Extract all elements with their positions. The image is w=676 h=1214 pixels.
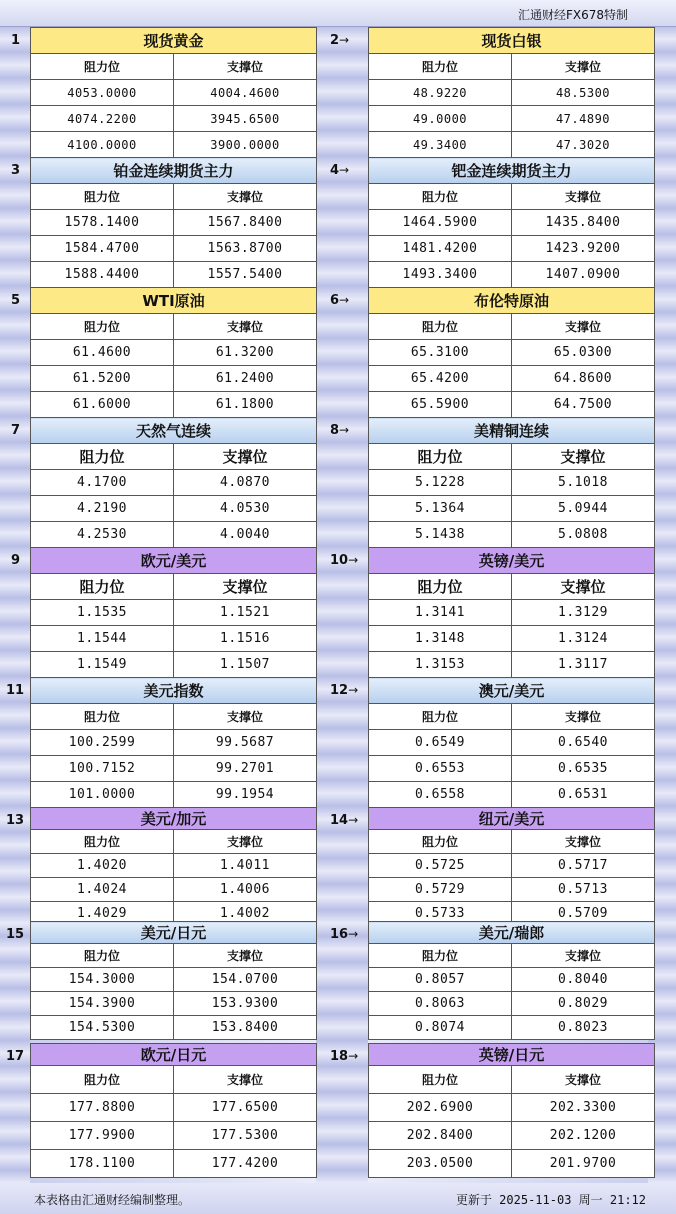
support-value: 3945.6500	[174, 106, 317, 132]
support-header: 支撑位	[174, 944, 317, 968]
table-row	[369, 80, 655, 106]
support-value: 99.1954	[174, 782, 317, 808]
table-row	[369, 968, 655, 992]
support-value: 1.3117	[512, 652, 655, 678]
levels-table	[30, 287, 317, 418]
table-row	[31, 340, 317, 366]
block-number	[330, 927, 358, 942]
instrument-title: 布伦特原油	[369, 288, 655, 314]
resistance-value: 203.0500	[369, 1150, 512, 1178]
support-value: 0.8040	[512, 968, 655, 992]
table-row	[31, 522, 317, 548]
resistance-header: 阻力位	[31, 1066, 174, 1094]
support-header: 支撑位	[512, 574, 655, 600]
support-value: 1.1521	[174, 600, 317, 626]
block-number-text: 12	[330, 683, 349, 698]
resistance-value: 0.5733	[369, 902, 512, 926]
levels-table	[30, 921, 317, 1040]
instrument-title: 铂金连续期货主力	[31, 158, 317, 184]
resistance-value: 0.8074	[369, 1016, 512, 1040]
table-row	[369, 210, 655, 236]
support-value: 201.9700	[512, 1150, 655, 1178]
block-number-text: 9	[11, 553, 21, 568]
footer-note: 本表格由汇通财经编制整理。	[34, 1193, 191, 1207]
block-number	[330, 813, 358, 828]
block-number	[11, 423, 20, 438]
levels-table	[30, 157, 317, 288]
resistance-header: 阻力位	[31, 830, 174, 854]
support-value: 0.6531	[512, 782, 655, 808]
support-value: 1.1507	[174, 652, 317, 678]
support-value: 61.1800	[174, 392, 317, 418]
support-value: 177.5300	[174, 1122, 317, 1150]
table-row	[369, 392, 655, 418]
resistance-value: 1.1535	[31, 600, 174, 626]
resistance-value: 100.2599	[31, 730, 174, 756]
block-number	[330, 423, 349, 438]
block-number-text: 5	[11, 293, 21, 308]
table-row	[31, 1094, 317, 1122]
support-header: 支撑位	[512, 1066, 655, 1094]
block-number	[6, 1049, 24, 1064]
support-value: 1435.8400	[512, 210, 655, 236]
resistance-header: 阻力位	[369, 184, 512, 210]
support-value: 48.5300	[512, 80, 655, 106]
levels-table	[30, 677, 317, 808]
table-row	[31, 782, 317, 808]
support-value: 5.0808	[512, 522, 655, 548]
support-header: 支撑位	[512, 314, 655, 340]
instrument-title: 现货白银	[369, 28, 655, 54]
resistance-value: 1464.5900	[369, 210, 512, 236]
levels-table	[30, 547, 317, 678]
resistance-value: 61.6000	[31, 392, 174, 418]
support-value: 65.0300	[512, 340, 655, 366]
table-row	[31, 236, 317, 262]
arrow-right-icon: →	[339, 423, 350, 437]
instrument-title: 美元指数	[31, 678, 317, 704]
resistance-value: 61.4600	[31, 340, 174, 366]
levels-table	[368, 287, 655, 418]
levels-table	[30, 807, 317, 926]
table-row	[369, 522, 655, 548]
table-row	[369, 1094, 655, 1122]
resistance-value: 1.4029	[31, 902, 174, 926]
arrow-right-icon: →	[348, 813, 359, 827]
resistance-value: 5.1364	[369, 496, 512, 522]
support-value: 47.4890	[512, 106, 655, 132]
resistance-header: 阻力位	[31, 314, 174, 340]
block-number-text: 2	[330, 33, 340, 48]
instrument-title: 纽元/美元	[369, 808, 655, 830]
block-number-text: 16	[330, 927, 349, 942]
resistance-value: 1481.4200	[369, 236, 512, 262]
levels-table	[368, 677, 655, 808]
resistance-value: 1578.1400	[31, 210, 174, 236]
support-header: 支撑位	[174, 314, 317, 340]
resistance-value: 1.3148	[369, 626, 512, 652]
support-header: 支撑位	[512, 444, 655, 470]
resistance-value: 1.4024	[31, 878, 174, 902]
support-value: 0.6535	[512, 756, 655, 782]
block-number-text: 14	[330, 813, 349, 828]
arrow-right-icon: →	[348, 683, 359, 697]
resistance-value: 202.8400	[369, 1122, 512, 1150]
support-value: 1.4011	[174, 854, 317, 878]
table-row	[31, 132, 317, 158]
support-value: 4004.4600	[174, 80, 317, 106]
resistance-value: 177.9900	[31, 1122, 174, 1150]
resistance-value: 49.3400	[369, 132, 512, 158]
resistance-header: 阻力位	[369, 54, 512, 80]
block-number	[330, 683, 358, 698]
resistance-header: 阻力位	[31, 704, 174, 730]
table-row	[369, 626, 655, 652]
update-time: 更新于 2025-11-03 周一 21:12	[455, 1193, 646, 1207]
table-row	[369, 132, 655, 158]
support-value: 4.0040	[174, 522, 317, 548]
block-number	[6, 813, 24, 828]
levels-table	[368, 417, 655, 548]
support-value: 1.4002	[174, 902, 317, 926]
resistance-value: 4.1700	[31, 470, 174, 496]
levels-table	[368, 807, 655, 926]
table-row	[369, 470, 655, 496]
table-row	[369, 106, 655, 132]
resistance-value: 154.3900	[31, 992, 174, 1016]
instrument-title: 美精铜连续	[369, 418, 655, 444]
instrument-title: WTI原油	[31, 288, 317, 314]
resistance-value: 1.1549	[31, 652, 174, 678]
table-row	[31, 730, 317, 756]
support-value: 1.4006	[174, 878, 317, 902]
levels-table	[368, 547, 655, 678]
support-value: 0.5709	[512, 902, 655, 926]
instrument-title: 钯金连续期货主力	[369, 158, 655, 184]
support-header: 支撑位	[174, 184, 317, 210]
instrument-title: 欧元/美元	[31, 548, 317, 574]
table-row	[369, 366, 655, 392]
table-row	[31, 878, 317, 902]
support-value: 1407.0900	[512, 262, 655, 288]
resistance-value: 5.1228	[369, 470, 512, 496]
resistance-value: 49.0000	[369, 106, 512, 132]
table-row	[369, 340, 655, 366]
support-value: 0.5713	[512, 878, 655, 902]
instrument-title: 美元/瑞郎	[369, 922, 655, 944]
block-number	[11, 553, 20, 568]
table-row	[31, 1122, 317, 1150]
levels-table	[368, 921, 655, 1040]
block-number	[6, 927, 24, 942]
table-row	[31, 470, 317, 496]
table-row	[31, 106, 317, 132]
resistance-value: 1493.3400	[369, 262, 512, 288]
footer-bar	[0, 1183, 676, 1214]
table-row	[369, 878, 655, 902]
block-number-text: 18	[330, 1049, 349, 1064]
resistance-value: 65.4200	[369, 366, 512, 392]
resistance-value: 4074.2200	[31, 106, 174, 132]
resistance-value: 154.5300	[31, 1016, 174, 1040]
arrow-right-icon: →	[348, 927, 359, 941]
resistance-value: 65.3100	[369, 340, 512, 366]
resistance-value: 48.9220	[369, 80, 512, 106]
arrow-right-icon: →	[348, 1049, 359, 1063]
table-row	[369, 496, 655, 522]
support-value: 99.5687	[174, 730, 317, 756]
support-value: 1557.5400	[174, 262, 317, 288]
resistance-value: 177.8800	[31, 1094, 174, 1122]
block-number-text: 3	[11, 163, 21, 178]
support-value: 0.8023	[512, 1016, 655, 1040]
support-value: 153.8400	[174, 1016, 317, 1040]
left-band	[0, 0, 30, 1214]
support-header: 支撑位	[512, 830, 655, 854]
support-value: 0.5717	[512, 854, 655, 878]
arrow-right-icon: →	[339, 33, 350, 47]
table-row	[31, 210, 317, 236]
support-value: 4.0530	[174, 496, 317, 522]
table-row	[31, 992, 317, 1016]
table-row	[31, 1150, 317, 1178]
support-header: 支撑位	[512, 184, 655, 210]
support-header: 支撑位	[174, 830, 317, 854]
block-number-text: 10	[330, 553, 349, 568]
block-number-text: 6	[330, 293, 340, 308]
support-value: 0.8029	[512, 992, 655, 1016]
resistance-value: 0.5729	[369, 878, 512, 902]
resistance-header: 阻力位	[31, 54, 174, 80]
block-number	[330, 553, 358, 568]
block-number	[11, 163, 20, 178]
support-value: 1563.8700	[174, 236, 317, 262]
block-number	[330, 1049, 358, 1064]
support-value: 5.1018	[512, 470, 655, 496]
resistance-value: 4.2190	[31, 496, 174, 522]
block-number-text: 15	[6, 927, 25, 942]
block-number-text: 17	[6, 1049, 25, 1064]
resistance-value: 0.6553	[369, 756, 512, 782]
support-value: 154.0700	[174, 968, 317, 992]
table-row	[369, 992, 655, 1016]
resistance-value: 202.6900	[369, 1094, 512, 1122]
resistance-value: 0.6549	[369, 730, 512, 756]
block-number-text: 7	[11, 423, 21, 438]
resistance-header: 阻力位	[369, 830, 512, 854]
levels-table	[30, 1043, 317, 1178]
block-number-text: 13	[6, 813, 25, 828]
instrument-title: 美元/日元	[31, 922, 317, 944]
resistance-value: 0.8063	[369, 992, 512, 1016]
table-row	[369, 600, 655, 626]
arrow-right-icon: →	[348, 553, 359, 567]
resistance-value: 1.4020	[31, 854, 174, 878]
block-number-text: 4	[330, 163, 340, 178]
table-row	[31, 262, 317, 288]
resistance-header: 阻力位	[369, 1066, 512, 1094]
support-value: 47.3020	[512, 132, 655, 158]
resistance-value: 5.1438	[369, 522, 512, 548]
block-number	[330, 293, 349, 308]
resistance-value: 101.0000	[31, 782, 174, 808]
support-value: 64.8600	[512, 366, 655, 392]
support-value: 1423.9200	[512, 236, 655, 262]
resistance-header: 阻力位	[369, 444, 512, 470]
levels-table	[30, 27, 317, 158]
table-row	[31, 366, 317, 392]
support-value: 5.0944	[512, 496, 655, 522]
resistance-value: 178.1100	[31, 1150, 174, 1178]
table-row	[369, 854, 655, 878]
table-row	[31, 496, 317, 522]
support-value: 202.3300	[512, 1094, 655, 1122]
table-row	[31, 80, 317, 106]
resistance-value: 65.5900	[369, 392, 512, 418]
instrument-title: 欧元/日元	[31, 1044, 317, 1066]
resistance-value: 61.5200	[31, 366, 174, 392]
resistance-header: 阻力位	[31, 444, 174, 470]
table-row	[31, 854, 317, 878]
block-number-text: 11	[6, 683, 25, 698]
support-value: 3900.0000	[174, 132, 317, 158]
arrow-right-icon: →	[339, 163, 350, 177]
table-row	[31, 756, 317, 782]
table-row	[369, 652, 655, 678]
table-row	[31, 600, 317, 626]
support-value: 64.7500	[512, 392, 655, 418]
support-header: 支撑位	[174, 574, 317, 600]
support-value: 61.3200	[174, 340, 317, 366]
instrument-title: 天然气连续	[31, 418, 317, 444]
block-number	[330, 163, 349, 178]
support-value: 1.1516	[174, 626, 317, 652]
table-row	[369, 262, 655, 288]
resistance-header: 阻力位	[369, 704, 512, 730]
instrument-title: 英镑/日元	[369, 1044, 655, 1066]
instrument-title: 美元/加元	[31, 808, 317, 830]
table-row	[369, 1122, 655, 1150]
resistance-value: 1584.4700	[31, 236, 174, 262]
support-header: 支撑位	[174, 54, 317, 80]
support-value: 202.1200	[512, 1122, 655, 1150]
resistance-value: 0.5725	[369, 854, 512, 878]
instrument-title: 现货黄金	[31, 28, 317, 54]
resistance-value: 100.7152	[31, 756, 174, 782]
resistance-header: 阻力位	[31, 574, 174, 600]
levels-table	[368, 1043, 655, 1178]
block-number-text: 1	[11, 33, 21, 48]
resistance-value: 4.2530	[31, 522, 174, 548]
support-value: 1.3129	[512, 600, 655, 626]
resistance-value: 1588.4400	[31, 262, 174, 288]
resistance-value: 1.3153	[369, 652, 512, 678]
support-header: 支撑位	[512, 54, 655, 80]
resistance-value: 4100.0000	[31, 132, 174, 158]
brand-label: 汇通财经FX678特制	[517, 8, 628, 22]
resistance-value: 1.3141	[369, 600, 512, 626]
support-header: 支撑位	[174, 1066, 317, 1094]
support-value: 177.6500	[174, 1094, 317, 1122]
arrow-right-icon: →	[339, 293, 350, 307]
support-header: 支撑位	[512, 704, 655, 730]
resistance-header: 阻力位	[369, 574, 512, 600]
support-value: 1567.8400	[174, 210, 317, 236]
top-bar	[0, 0, 676, 27]
table-row	[31, 392, 317, 418]
support-value: 0.6540	[512, 730, 655, 756]
support-value: 99.2701	[174, 756, 317, 782]
levels-table	[30, 417, 317, 548]
table-row	[369, 1150, 655, 1178]
block-number-text: 8	[330, 423, 340, 438]
support-value: 61.2400	[174, 366, 317, 392]
instrument-title: 澳元/美元	[369, 678, 655, 704]
support-value: 1.3124	[512, 626, 655, 652]
instrument-title: 英镑/美元	[369, 548, 655, 574]
resistance-header: 阻力位	[31, 944, 174, 968]
support-value: 153.9300	[174, 992, 317, 1016]
resistance-value: 154.3000	[31, 968, 174, 992]
support-header: 支撑位	[174, 704, 317, 730]
support-header: 支撑位	[174, 444, 317, 470]
block-number	[11, 293, 20, 308]
table-row	[31, 1016, 317, 1040]
resistance-value: 1.1544	[31, 626, 174, 652]
table-row	[31, 652, 317, 678]
resistance-value: 0.8057	[369, 968, 512, 992]
block-number	[11, 33, 20, 48]
levels-table	[368, 27, 655, 158]
block-number	[330, 33, 349, 48]
table-row	[369, 756, 655, 782]
table-row	[369, 730, 655, 756]
table-row	[369, 782, 655, 808]
levels-table	[368, 157, 655, 288]
resistance-value: 4053.0000	[31, 80, 174, 106]
table-row	[369, 236, 655, 262]
table-row	[31, 626, 317, 652]
resistance-header: 阻力位	[369, 314, 512, 340]
support-value: 177.4200	[174, 1150, 317, 1178]
support-value: 4.0870	[174, 470, 317, 496]
resistance-header: 阻力位	[31, 184, 174, 210]
block-number	[6, 683, 24, 698]
table-row	[369, 1016, 655, 1040]
resistance-header: 阻力位	[369, 944, 512, 968]
table-row	[31, 968, 317, 992]
middle-band	[316, 0, 368, 1214]
resistance-value: 0.6558	[369, 782, 512, 808]
support-header: 支撑位	[512, 944, 655, 968]
